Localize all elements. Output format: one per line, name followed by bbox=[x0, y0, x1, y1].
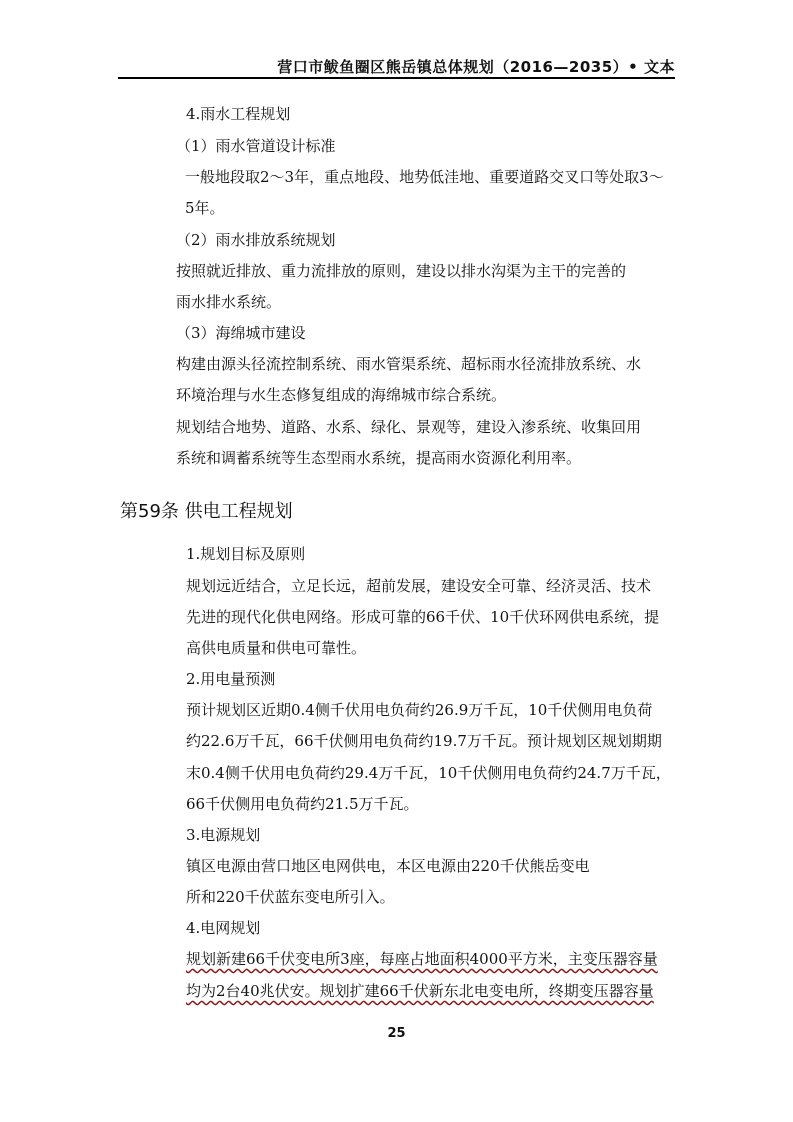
paragraph-line: 镇区电源由营口地区电网供电，本区电源由220千伏熊岳变电 bbox=[186, 857, 590, 875]
section-heading-grid: 4.电网规划 bbox=[186, 919, 261, 937]
paragraph-line: 预计规划区近期0.4侧千伏用电负荷约26.9万千瓦，10千伏侧用电负荷 bbox=[186, 701, 653, 719]
paragraph-line: 约22.6万千瓦，66千伏侧用电负荷约19.7万千瓦。预计规划区规划期期 bbox=[186, 732, 662, 750]
paragraph-line: 规划结合地势、道路、水系、绿化、景观等，建设入渗系统、收集回用 bbox=[176, 418, 642, 436]
section-heading-forecast: 2.用电量预测 bbox=[186, 670, 276, 688]
subsection-title: （1）雨水管道设计标准 bbox=[176, 137, 336, 155]
paragraph-line: 一般地段取2～3年，重点地段、地势低洼地、重要道路交叉口等处取3～ bbox=[185, 168, 664, 186]
paragraph-line: 按照就近排放、重力流排放的原则，建设以排水沟渠为主干的完善的 bbox=[176, 262, 627, 280]
paragraph-line: 构建由源头径流控制系统、雨水管渠系统、超标雨水径流排放系统、水 bbox=[176, 355, 642, 373]
highlighted-line: 均为2台40兆伏安。规划扩建66千伏新东北电变电所，终期变压器容量 bbox=[186, 982, 654, 1000]
paragraph-line: 规划远近结合，立足长远，超前发展，建设安全可靠、经济灵活、技术 bbox=[186, 577, 652, 595]
paragraph-line: 所和220千伏蓝东变电所引入。 bbox=[186, 888, 395, 906]
article-heading: 第59条 供电工程规划 bbox=[120, 501, 293, 522]
paragraph-line: 雨水排水系统。 bbox=[176, 293, 282, 311]
subsection-title: （2）雨水排放系统规划 bbox=[176, 231, 336, 249]
paragraph-line: 高供电质量和供电可靠性。 bbox=[186, 639, 367, 657]
document-header: 营口市鲅鱼圈区熊岳镇总体规划（2016—2035）• 文本 bbox=[277, 58, 675, 76]
section-heading-targets: 1.规划目标及原则 bbox=[186, 545, 306, 563]
page-number: 25 bbox=[387, 1026, 406, 1041]
section-heading-rain: 4.雨水工程规划 bbox=[186, 105, 291, 123]
highlighted-line: 规划新建66千伏变电所3座，每座占地面积4000平方米，主变压器容量 bbox=[186, 950, 658, 968]
paragraph-line: 系统和调蓄系统等生态型雨水系统，提高雨水资源化利用率。 bbox=[176, 449, 582, 467]
section-heading-source: 3.电源规划 bbox=[186, 826, 261, 844]
paragraph-line: 环境治理与水生态修复组成的海绵城市综合系统。 bbox=[176, 386, 507, 404]
header-rule bbox=[118, 77, 675, 79]
paragraph-line: 66千伏侧用电负荷约21.5万千瓦。 bbox=[186, 795, 419, 813]
subsection-title: （3）海绵城市建设 bbox=[176, 324, 306, 342]
paragraph-line: 先进的现代化供电网络。形成可靠的66千伏、10千伏环网供电系统，提 bbox=[186, 608, 660, 626]
paragraph-line: 末0.4侧千伏用电负荷约29.4万千瓦，10千伏侧用电负荷约24.7万千瓦， bbox=[186, 764, 671, 782]
paragraph-line: 5年。 bbox=[185, 199, 225, 217]
